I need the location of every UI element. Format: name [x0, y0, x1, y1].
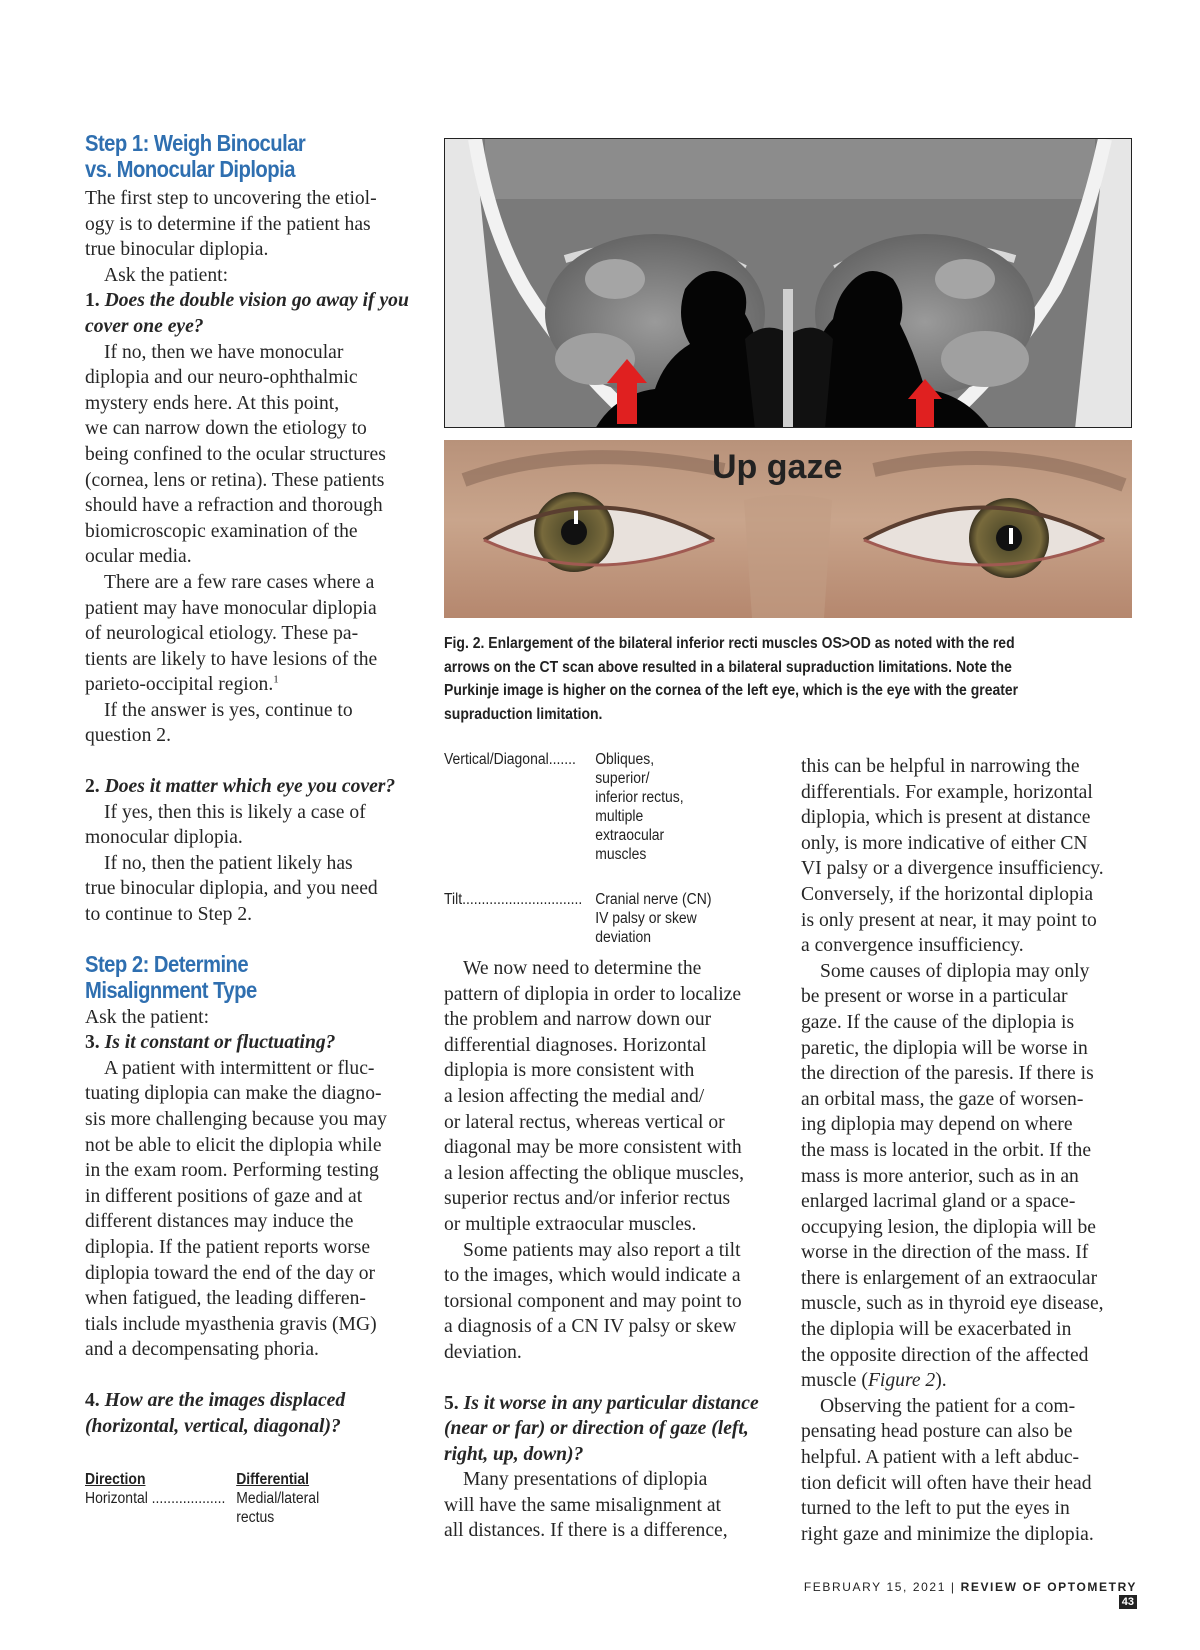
text-span: muscle ( — [801, 1370, 868, 1392]
text-line: differentials. For example, horizontal — [801, 781, 1093, 803]
paragraph-gaze — [801, 959, 1141, 1394]
text-line: Some patients may also report a tilt — [463, 1239, 741, 1261]
caption-line: Fig. 2. Enlargement of the bilateral inferior recti muscles OS>OD as noted with the red — [444, 635, 1015, 652]
table-cell-differential — [595, 750, 683, 864]
text-line: when fatigued, the leading differen- — [85, 1288, 366, 1310]
table-cell-differential — [595, 890, 711, 947]
text-line: the opposite direction of the affected — [801, 1344, 1089, 1366]
text-line: turned to the left to put the eyes in — [801, 1498, 1070, 1520]
differential-line: muscles — [595, 846, 647, 863]
paragraph-monocular — [85, 340, 415, 570]
text-line: mass is more anterior, such as in an — [801, 1165, 1079, 1187]
question-2 — [85, 774, 415, 800]
differential-table-header — [85, 1470, 355, 1529]
direction-text: Horizontal — [85, 1490, 148, 1507]
text-line: patient may have monocular diplopia — [85, 597, 377, 619]
footer-publication: REVIEW OF OPTOMETRY — [960, 1580, 1137, 1594]
table-cell-direction — [444, 750, 576, 769]
text-line: tion deficit will often have their head — [801, 1472, 1092, 1494]
text-line: only, is more indicative of either CN — [801, 832, 1088, 854]
text-line: to the images, which would indicate a — [444, 1265, 741, 1287]
direction-text: Tilt — [444, 891, 463, 908]
text-line: be present or worse in a particular — [801, 986, 1068, 1008]
text-line: ocular media. — [85, 546, 192, 568]
text-line: We now need to determine the — [463, 958, 702, 979]
text-line: a convergence insufficiency. — [801, 935, 1024, 957]
footer-date: FEBRUARY 15, 2021 — [803, 1580, 946, 1594]
table-row — [444, 750, 732, 890]
text-line: worse in the direction of the mass. If — [801, 1242, 1089, 1264]
text-line: in the exam room. Performing testing — [85, 1160, 379, 1182]
text-line: occupying lesion, the diplopia will be — [801, 1216, 1096, 1238]
page-footer — [787, 1580, 1137, 1609]
up-gaze-label: Up gaze — [712, 448, 843, 486]
text-line: diplopia, which is present at distance — [801, 807, 1091, 829]
text-line: different distances may induce the — [85, 1211, 354, 1233]
text-line: mystery ends here. At this point, — [85, 392, 340, 414]
text-line: pensating head posture can also be — [801, 1421, 1073, 1443]
figure-caption — [444, 632, 1125, 726]
differential-line: superior/ — [595, 770, 650, 787]
paragraph-tilt — [444, 1238, 774, 1366]
step2-heading-line: Misalignment Type — [85, 976, 257, 1003]
table-header-differential: Differential — [236, 1471, 310, 1488]
question-text: Does it matter which eye you cover? — [104, 776, 396, 798]
text-line: the diplopia will be exacerbated in — [801, 1319, 1072, 1341]
left-column — [85, 130, 415, 1439]
ct-scan-illustration — [445, 139, 1132, 428]
step2-heading-line: Step 2: Determine — [85, 950, 249, 977]
differential-line: IV palsy or skew — [595, 910, 697, 927]
question-4 — [85, 1388, 415, 1439]
differential-line: inferior rectus, — [595, 789, 684, 806]
text-line: or multiple extraocular muscles. — [444, 1213, 697, 1235]
text-line: There are a few rare cases where a — [104, 571, 375, 593]
reference-superscript: 1 — [273, 673, 279, 686]
differential-line: extraocular — [595, 827, 665, 844]
text-line: the mass is located in the orbit. If the — [801, 1139, 1092, 1161]
table-cell-differential — [236, 1489, 319, 1527]
differential-line: deviation — [595, 929, 652, 946]
table-row — [85, 1489, 355, 1529]
question-text: How are the images displaced — [104, 1389, 346, 1411]
text-line: Observing the patient for a com- — [820, 1395, 1076, 1417]
figure-reference: Figure 2 — [867, 1370, 936, 1392]
dot-leader: ....... — [548, 751, 576, 768]
footer-separator: | — [950, 1580, 956, 1594]
text-line: Some causes of diplopia may only — [820, 960, 1090, 982]
question-text: (horizontal, vertical, diagonal)? — [85, 1415, 341, 1437]
step1-intro — [85, 186, 415, 288]
question-3 — [85, 1030, 415, 1056]
table-header-direction: Direction — [85, 1471, 146, 1488]
paragraph-yes — [85, 800, 415, 851]
text-line: this can be helpful in narrowing the — [801, 756, 1080, 777]
paragraph-fluctuating — [85, 1056, 415, 1363]
step1-heading-line: vs. Monocular Diplopia — [85, 156, 295, 182]
text-line: in different positions of gaze and at — [85, 1185, 363, 1207]
text-line: gaze. If the cause of the diplopia is — [801, 1011, 1075, 1033]
caption-line: supraduction limitation. — [444, 705, 603, 723]
text-line: If yes, then this is likely a case of — [104, 801, 366, 823]
question-text: Does the double vision go away if you — [104, 290, 409, 312]
caption-line: arrows on the CT scan above resulted in a bilateral supraduction limitations. Note the — [444, 658, 1012, 676]
paragraph-differentials — [801, 754, 1141, 959]
table-cell-direction — [444, 890, 582, 909]
caption-line: Purkinje image is higher on the cornea of the left eye, which is the eye with the greater — [444, 682, 1019, 699]
text-line: a diagnosis of a CN IV palsy or skew — [444, 1316, 737, 1338]
text-line: Many presentations of diplopia — [463, 1469, 708, 1491]
paragraph-rare-cases — [85, 570, 415, 698]
text-line: or lateral rectus, whereas vertical or — [444, 1111, 725, 1133]
text-span: parieto-occipital region. — [85, 674, 274, 696]
differential-line: Medial/lateral — [236, 1490, 320, 1507]
text-line: question 2. — [85, 725, 171, 747]
text-line: differential diagnoses. Horizontal — [444, 1034, 707, 1056]
text-line: the problem and narrow down our — [444, 1009, 712, 1031]
text-line: right gaze and minimize the diplopia. — [801, 1523, 1094, 1545]
text-line: and a decompensating phoria. — [85, 1339, 319, 1361]
text-line: paretic, the diplopia will be worse in — [801, 1037, 1088, 1059]
question-1 — [85, 288, 415, 339]
page-number: 43 — [1119, 1595, 1137, 1609]
text-line: The first step to uncovering the etiol- — [85, 188, 377, 209]
text-line: If no, then the patient likely has — [104, 852, 353, 874]
text-line: there is enlargement of an extraocular — [801, 1267, 1098, 1289]
text-line: diplopia. If the patient reports worse — [85, 1236, 371, 1258]
table-cell-direction — [85, 1489, 225, 1508]
direction-text: Vertical/Diagonal — [444, 751, 549, 768]
text-line: (cornea, lens or retina). These patients — [85, 469, 385, 491]
text-line: deviation. — [444, 1341, 522, 1363]
text-line: true binocular diplopia. — [85, 239, 269, 261]
text-line: monocular diplopia. — [85, 827, 243, 849]
text-line: a lesion affecting the oblique muscles, — [444, 1162, 744, 1184]
text-line — [801, 1368, 1141, 1394]
text-line: tials include myasthenia gravis (MG) — [85, 1313, 377, 1335]
text-line: not be able to elicit the diplopia while — [85, 1134, 382, 1156]
text-line: muscle, such as in thyroid eye disease, — [801, 1293, 1104, 1315]
dot-leader: ............................... — [462, 891, 583, 908]
text-line: superior rectus and/or inferior rectus — [444, 1188, 731, 1210]
question-5 — [444, 1391, 774, 1468]
dot-leader: ................... — [151, 1490, 226, 1507]
paragraph-continue — [85, 698, 415, 749]
text-line: biomicroscopic examination of the — [85, 520, 358, 542]
text-line: to continue to Step 2. — [85, 904, 253, 926]
text-line: is only present at near, it may point to — [801, 909, 1097, 931]
text-line: the direction of the paresis. If there is — [801, 1063, 1094, 1085]
text-line: tuating diplopia can make the diagno- — [85, 1083, 382, 1105]
question-number: 4. — [85, 1389, 100, 1411]
text-line: of neurological etiology. These pa- — [85, 623, 359, 645]
question-number: 5. — [444, 1392, 459, 1414]
text-line — [85, 672, 415, 698]
text-line: diagonal may be more consistent with — [444, 1137, 742, 1159]
text-line: ogy is to determine if the patient has — [85, 213, 371, 235]
table-row — [444, 890, 732, 950]
text-line: If no, then we have monocular — [104, 341, 344, 363]
step2-heading — [85, 951, 375, 1003]
question-number: 1. — [85, 290, 100, 312]
text-line: diplopia and our neuro-ophthalmic — [85, 367, 358, 389]
text-line: being confined to the ocular structures — [85, 443, 386, 465]
text-line: ing diplopia may depend on where — [801, 1114, 1073, 1136]
text-line: Conversely, if the horizontal diplopia — [801, 883, 1094, 905]
text-line: will have the same misalignment at — [444, 1494, 721, 1516]
paragraph-pattern — [444, 956, 774, 1238]
question-text: (near or far) or direction of gaze (left, — [444, 1418, 749, 1440]
differential-line: Cranial nerve (CN) — [595, 891, 712, 908]
text-line: true binocular diplopia, and you need — [85, 878, 378, 900]
text-line: pattern of diplopia in order to localize — [444, 983, 742, 1005]
text-line: enlarged lacrimal gland or a space- — [801, 1191, 1076, 1213]
text-line: torsional component and may point to — [444, 1290, 742, 1312]
text-line: should have a refraction and thorough — [85, 495, 383, 517]
text-line: an orbital mass, the gaze of worsen- — [801, 1088, 1084, 1110]
differential-line: multiple — [595, 808, 644, 825]
question-number: 3. — [85, 1032, 100, 1054]
text-line: If the answer is yes, continue to — [104, 699, 353, 721]
differential-line: rectus — [236, 1509, 275, 1526]
question-text: Is it constant or fluctuating? — [104, 1032, 336, 1054]
step1-heading-line: Step 1: Weigh Binocular — [85, 130, 306, 156]
text-line: VI palsy or a divergence insufficiency. — [801, 858, 1104, 880]
ct-scan-image — [444, 138, 1132, 428]
text-line: diplopia toward the end of the day or — [85, 1262, 376, 1284]
text-line: A patient with intermittent or fluc- — [104, 1057, 375, 1079]
text-span: ). — [935, 1370, 947, 1392]
question-text: right, up, down)? — [444, 1443, 584, 1465]
text-line: diplopia is more consistent with — [444, 1060, 695, 1082]
question-number: 2. — [85, 776, 100, 798]
ask-patient: Ask the patient: — [85, 1006, 210, 1028]
text-line: a lesion affecting the medial and/ — [444, 1085, 705, 1107]
paragraph-head-posture — [801, 1394, 1141, 1548]
differential-table-continued — [444, 750, 732, 950]
step1-heading — [85, 130, 375, 182]
right-column — [801, 754, 1141, 1547]
text-line: all distances. If there is a difference, — [444, 1520, 728, 1542]
text-line: helpful. A patient with a left abduc- — [801, 1447, 1080, 1469]
ask-patient: Ask the patient: — [104, 264, 229, 286]
text-line: we can narrow down the etiology to — [85, 418, 367, 440]
middle-column — [444, 956, 774, 1544]
paragraph-presentations — [444, 1467, 774, 1544]
text-line: sis more challenging because you may — [85, 1109, 387, 1130]
eyes-photo — [444, 440, 1132, 618]
differential-line: Obliques, — [595, 751, 655, 768]
text-line: tients are likely to have lesions of the — [85, 648, 378, 670]
question-text: cover one eye? — [85, 315, 204, 337]
question-text: Is it worse in any particular distance — [463, 1392, 759, 1414]
paragraph-no — [85, 851, 415, 928]
